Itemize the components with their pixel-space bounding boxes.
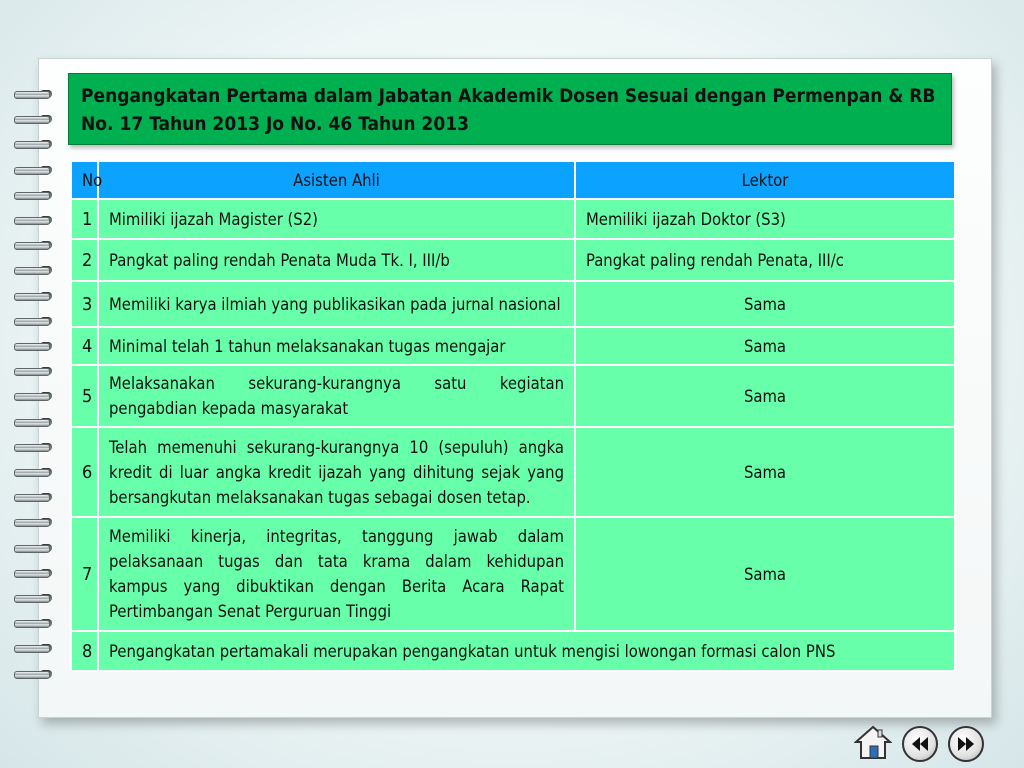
ring-wire [14, 671, 50, 679]
table-header-row [71, 161, 955, 199]
row-number: 4 [71, 327, 98, 365]
ring-wire [14, 545, 50, 553]
row-number: 3 [71, 281, 98, 327]
ring-wire [14, 494, 50, 502]
spiral-ring [14, 416, 60, 428]
asisten-ahli-cell: Telah memenuhi sekurang-kurangnya 10 (sepuluh) angka kredit di luar angka kredit ijazah yang dihitung sejak yang bersangkutan melaksanakan tugas sebagai dosen tetap. [98, 427, 575, 517]
lektor-cell: Sama [575, 365, 955, 427]
previous-button[interactable] [902, 726, 938, 762]
ring-wire [14, 217, 50, 225]
row-number: 1 [71, 199, 98, 239]
spiral-ring [14, 390, 60, 402]
spiral-ring [14, 340, 60, 352]
spiral-ring [14, 239, 60, 251]
ring-wire [14, 167, 50, 175]
ring-wire [14, 645, 50, 653]
ring-wire [14, 469, 50, 477]
requirements-table [70, 160, 956, 672]
spiral-ring [14, 88, 60, 100]
ring-wire [14, 91, 50, 99]
spiral-ring [14, 138, 60, 150]
spiral-ring [14, 164, 60, 176]
row-number: 5 [71, 365, 98, 427]
ring-wire [14, 570, 50, 578]
row-number: 8 [71, 631, 98, 671]
spiral-binding [14, 88, 62, 692]
slide-title: Pengangkatan Pertama dalam Jabatan Akademik Dosen Sesuai dengan Permenpan & RB No. 17 Tahun 2013 Jo No. 46 Tahun 2013 [68, 73, 952, 145]
ring-wire [14, 595, 50, 603]
lektor-cell: Sama [575, 427, 955, 517]
spiral-ring [14, 441, 60, 453]
spiral-ring [14, 491, 60, 503]
rewind-icon [904, 728, 936, 760]
ring-wire [14, 620, 50, 628]
asisten-ahli-cell: Melaksanakan sekurang-kurangnya satu kegiatan pengabdian kepada masyarakat [98, 365, 575, 427]
table-row [71, 239, 955, 281]
row-number: 6 [71, 427, 98, 517]
home-button[interactable] [854, 724, 892, 762]
lektor-cell: Sama [575, 327, 955, 365]
ring-wire [14, 343, 50, 351]
asisten-ahli-cell: Memiliki kinerja, integritas, tanggung jawab dalam pelaksanaan tugas dan tata krama dalam kehidupan kampus yang dibuktikan dengan Berita Acara Rapat Pertimbangan Senat Perguruan Tinggi [98, 517, 575, 631]
spiral-ring [14, 516, 60, 528]
ring-wire [14, 419, 50, 427]
spiral-ring [14, 290, 60, 302]
asisten-ahli-cell: Memiliki karya ilmiah yang publikasikan pada jurnal nasional [98, 281, 575, 327]
header-asisten-ahli: Asisten Ahli [98, 161, 575, 199]
spiral-ring [14, 567, 60, 579]
spiral-ring [14, 617, 60, 629]
ring-wire [14, 141, 50, 149]
row-number: 7 [71, 517, 98, 631]
lektor-cell: Memiliki ijazah Doktor (S3) [575, 199, 955, 239]
table-row [71, 631, 955, 671]
row-number: 2 [71, 239, 98, 281]
next-button[interactable] [948, 726, 984, 762]
asisten-ahli-cell: Mimiliki ijazah Magister (S2) [98, 199, 575, 239]
spiral-ring [14, 365, 60, 377]
home-icon [854, 724, 892, 762]
table-row [71, 517, 955, 631]
ring-wire [14, 192, 50, 200]
lektor-cell: Sama [575, 517, 955, 631]
spiral-ring [14, 466, 60, 478]
ring-wire [14, 116, 50, 124]
header-lektor: Lektor [575, 161, 955, 199]
spiral-ring [14, 542, 60, 554]
asisten-ahli-cell: Minimal telah 1 tahun melaksanakan tugas mengajar [98, 327, 575, 365]
table-row [71, 281, 955, 327]
ring-wire [14, 267, 50, 275]
spiral-ring [14, 315, 60, 327]
table-row [71, 365, 955, 427]
ring-wire [14, 318, 50, 326]
spiral-ring [14, 668, 60, 680]
lektor-cell: Sama [575, 281, 955, 327]
table-row [71, 327, 955, 365]
table-row [71, 427, 955, 517]
table-row [71, 199, 955, 239]
ring-wire [14, 242, 50, 250]
spiral-ring [14, 264, 60, 276]
asisten-ahli-cell: Pangkat paling rendah Penata Muda Tk. I, III/b [98, 239, 575, 281]
spiral-ring [14, 214, 60, 226]
lektor-cell: Pangkat paling rendah Penata, III/c [575, 239, 955, 281]
fast-forward-icon [950, 728, 982, 760]
ring-wire [14, 393, 50, 401]
header-no: No [71, 161, 98, 199]
spiral-ring [14, 113, 60, 125]
merged-note-cell: Pengangkatan pertamakali merupakan pengangkatan untuk mengisi lowongan formasi calon PNS [98, 631, 955, 671]
spiral-ring [14, 189, 60, 201]
ring-wire [14, 444, 50, 452]
ring-wire [14, 368, 50, 376]
ring-wire [14, 519, 50, 527]
ring-wire [14, 293, 50, 301]
spiral-ring [14, 592, 60, 604]
spiral-ring [14, 642, 60, 654]
